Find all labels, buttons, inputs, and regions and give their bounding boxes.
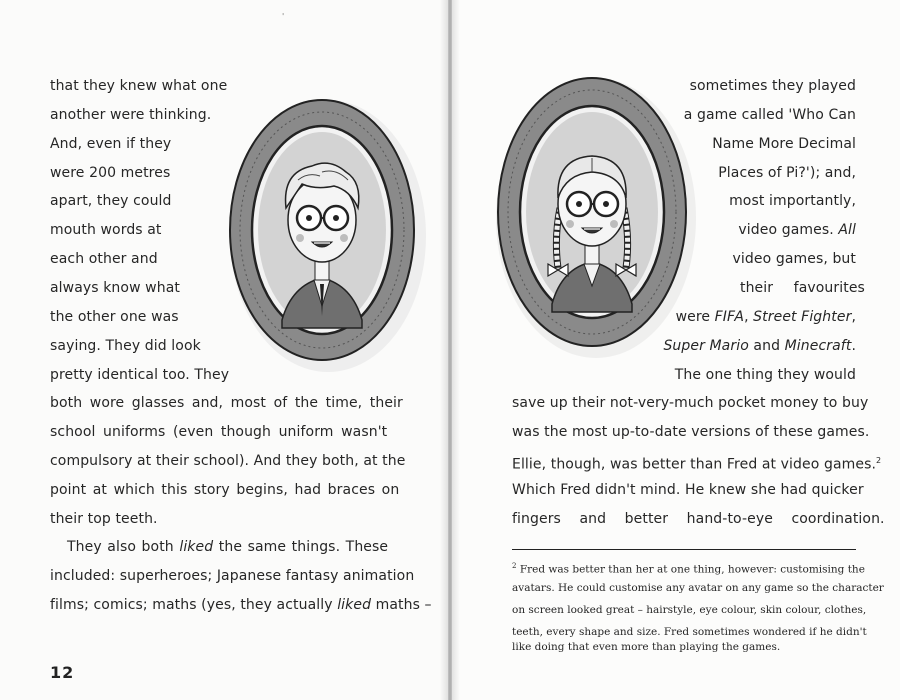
text-line: a game called 'Who Can — [683, 107, 856, 123]
text-line: video games, but — [732, 251, 856, 267]
fred-portrait-illustration — [212, 80, 432, 380]
text-line: both wore glasses and, most of the time, their — [50, 395, 403, 411]
text-line: Places of Pi?'); and, — [718, 165, 856, 181]
text-line: was the most up-to-date versions of these games. — [512, 424, 870, 440]
footnote-line: teeth, every shape and size. Fred sometimes wondered if he didn't — [512, 626, 867, 638]
footnote-reference: 2 — [876, 456, 882, 465]
footnote-line: like doing that even more than playing the games. — [512, 641, 781, 653]
text-line: most importantly, — [729, 193, 856, 209]
text-line: video games. All — [738, 222, 856, 238]
stray-mark: ' — [282, 12, 285, 21]
text-line: apart, they could — [50, 193, 172, 209]
left-page — [0, 0, 448, 700]
text-line: their favourites — [740, 280, 865, 296]
text-line: Which Fred didn't mind. He knew she had quicker — [512, 482, 864, 498]
text-line: Name More Decimal — [712, 136, 856, 152]
text-line: And, even if they — [50, 136, 172, 152]
text-line: Ellie, though, was better than Fred at video games.$^2$ — [512, 456, 882, 473]
text-line: mouth words at — [50, 222, 162, 238]
footnote-divider — [512, 549, 856, 550]
text-line: The one thing they would — [674, 367, 856, 383]
text-line: Super Mario and Minecraft. — [663, 338, 856, 354]
text-line: each other and — [50, 251, 158, 267]
text-line: sometimes they played — [689, 78, 856, 94]
footnote-line: on screen looked great – hairstyle, eye colour, skin colour, clothes, — [512, 604, 867, 616]
text-line: were FIFA, Street Fighter, — [675, 309, 856, 325]
text-line: saying. They did look — [50, 338, 201, 354]
footnote-line: $^2$ Fred was better than her at one thing, however: customising the — [512, 562, 865, 576]
text-line: included: superheroes; Japanese fantasy animation — [50, 568, 415, 584]
page-number: 12 — [50, 663, 75, 682]
book-gutter — [440, 0, 460, 700]
text-line: school uniforms (even though uniform wasn't — [50, 424, 388, 440]
text-line: that they knew what one — [50, 78, 228, 94]
text-line: another were thinking. — [50, 107, 212, 123]
text-line: pretty identical too. They — [50, 367, 230, 383]
text-line: They also both liked the same things. These — [67, 539, 389, 555]
text-line: point at which this story begins, had braces on — [50, 482, 400, 498]
text-line: compulsory at their school). And they both, at the — [50, 453, 406, 469]
text-line: the other one was — [50, 309, 179, 325]
footnote-marker: 2 — [512, 562, 517, 570]
text-line: films; comics; maths (yes, they actually liked maths – — [50, 597, 432, 613]
text-line: save up their not-very-much pocket money to buy — [512, 395, 869, 411]
text-line: were 200 metres — [50, 165, 171, 181]
footnote-line: avatars. He could customise any avatar on any game so the character — [512, 582, 884, 594]
text-line: always know what — [50, 280, 180, 296]
text-line: fingers and better hand-to-eye coordination. — [512, 511, 885, 527]
text-line: their top teeth. — [50, 511, 158, 527]
